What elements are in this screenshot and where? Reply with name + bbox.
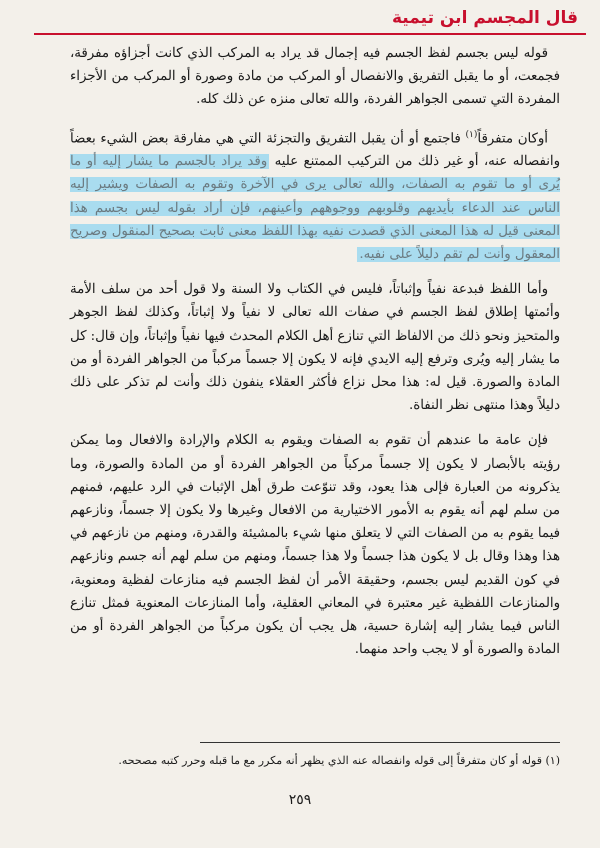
paragraph-3: وأما اللفظ فبدعة نفياً وإثباتاً، فليس في الكتاب ولا السنة ولا قول أحد من سلف الأمة وأئمتها إطلاق لفظ الجسم في صفات الله تعالى لا نفياً ولا إثباتاً، وكذلك لفظ الجوهر والمتحيز ونحو ذلك من الالفاظ التي تنازع أهل الكلام المحدث فيها نفياً وإثباتاً، وإن قال: كل ما يشار إليه ويُرى وترفع إليه الايدي فإنه لا يكون إلا جسماً مركباً من الجواهر الفردة أو من المادة والصورة. قيل له: هذا محل نزاع فأكثر العقلاء ينفون ذلك وأنت لم تذكر على ذلك دليلاً وهذا منتهى نظر النفاة. xyxy=(70,282,560,414)
page-number: ٢٥٩ xyxy=(288,792,312,808)
paragraph-2-text: فاجتمع أو أن يقبل التفريق والتجزئة التي هي مفارقة بعض الشيء بعضاً وانفصاله عنه، أو غير ذلك من التركيب الممتنع عليه xyxy=(70,131,561,170)
page-header-title: قال المجسم ابن تيمية xyxy=(392,8,578,28)
highlighted-passage: وقد يراد بالجسم ما يشار إليه أو ما يُرى أو ما تقوم به الصفات، والله تعالى يرى في الآخرة وتقوم به الصفات ويشير إليه الناس عند الدعاء بأيديهم وقلوبهم ووجوههم وأعينهم، فإن أراد بقوله ليس بجسم هذا المعنى قيل له هذا المعنى الذي قصدت نفيه بهذا اللفظ معنى ثابت بصحيح المنقول وصريح المعقول وأنت لم تقم دليلاً على نفيه. xyxy=(70,154,560,263)
paragraph-2 xyxy=(70,124,560,267)
header-divider xyxy=(34,33,586,35)
paragraph-2-start: أوكان متفرقاً xyxy=(477,131,548,147)
footnote xyxy=(70,752,560,770)
footnote-reference: (١) xyxy=(465,129,478,140)
paragraph-1: قوله ليس بجسم لفظ الجسم فيه إجمال قد يراد به المركب الذي كانت أجزاؤه مفرقة، فجمعت، أو ما يقبل التفريق والانفصال أو المركب من مادة وصورة أو المركب من الأجزاء المفردة التي تسمى الجواهر الفردة، والله تعالى منزه عن ذلك كله. xyxy=(70,46,560,108)
footnote-text: قوله أو كان متفرقاً إلى قوله وانفصاله عنه الذي يظهر أنه مكرر مع ما قبله وحرر كتبه مصححه. xyxy=(118,754,542,767)
footnote-divider xyxy=(200,742,560,743)
main-text xyxy=(70,42,560,674)
footnote-marker: (١) xyxy=(545,754,560,767)
paragraph-4: فإن عامة ما عندهم أن تقوم به الصفات ويقوم به الكلام والإرادة والافعال وما يمكن رؤيته بالأبصار لا يكون إلا جسماً مركباً من الجواهر الفردة أو من المادة والصورة، وما يذكرونه من العبارة فإلى هذا يعود، وقد تنوّعت طرق أهل الإثبات في الرد عليهم، فمنهم من سلم لهم أنه يقوم به الأمور الاختيارية من الافعال وغيرها ولا يكون إلا جسماً، ونازعهم فيما يقوم به من الصفات التي لا يتعلق منها شيء بالمشيئة والقدرة، ومنهم من نازعهم في هذا وهذا وقال بل لا يكون هذا جسماً ولا هذا جسماً، ومنهم من سلم لهم أنه جسم ونازعهم في كون القديم ليس بجسم، وحقيقة الأمر أن لفظ الجسم فيه منازعات لفظية ومعنوية، والمنازعات اللفظية غير معتبرة في المعاني العقلية، وأما المنازعات المعنوية فمثل تنازع الناس فيما يشار إليه إشارة حسية، هل يجب أن يكون مركباً من الجواهر الفردة أو من المادة والصورة أو لا يجب واحد منهما. xyxy=(70,433,560,658)
